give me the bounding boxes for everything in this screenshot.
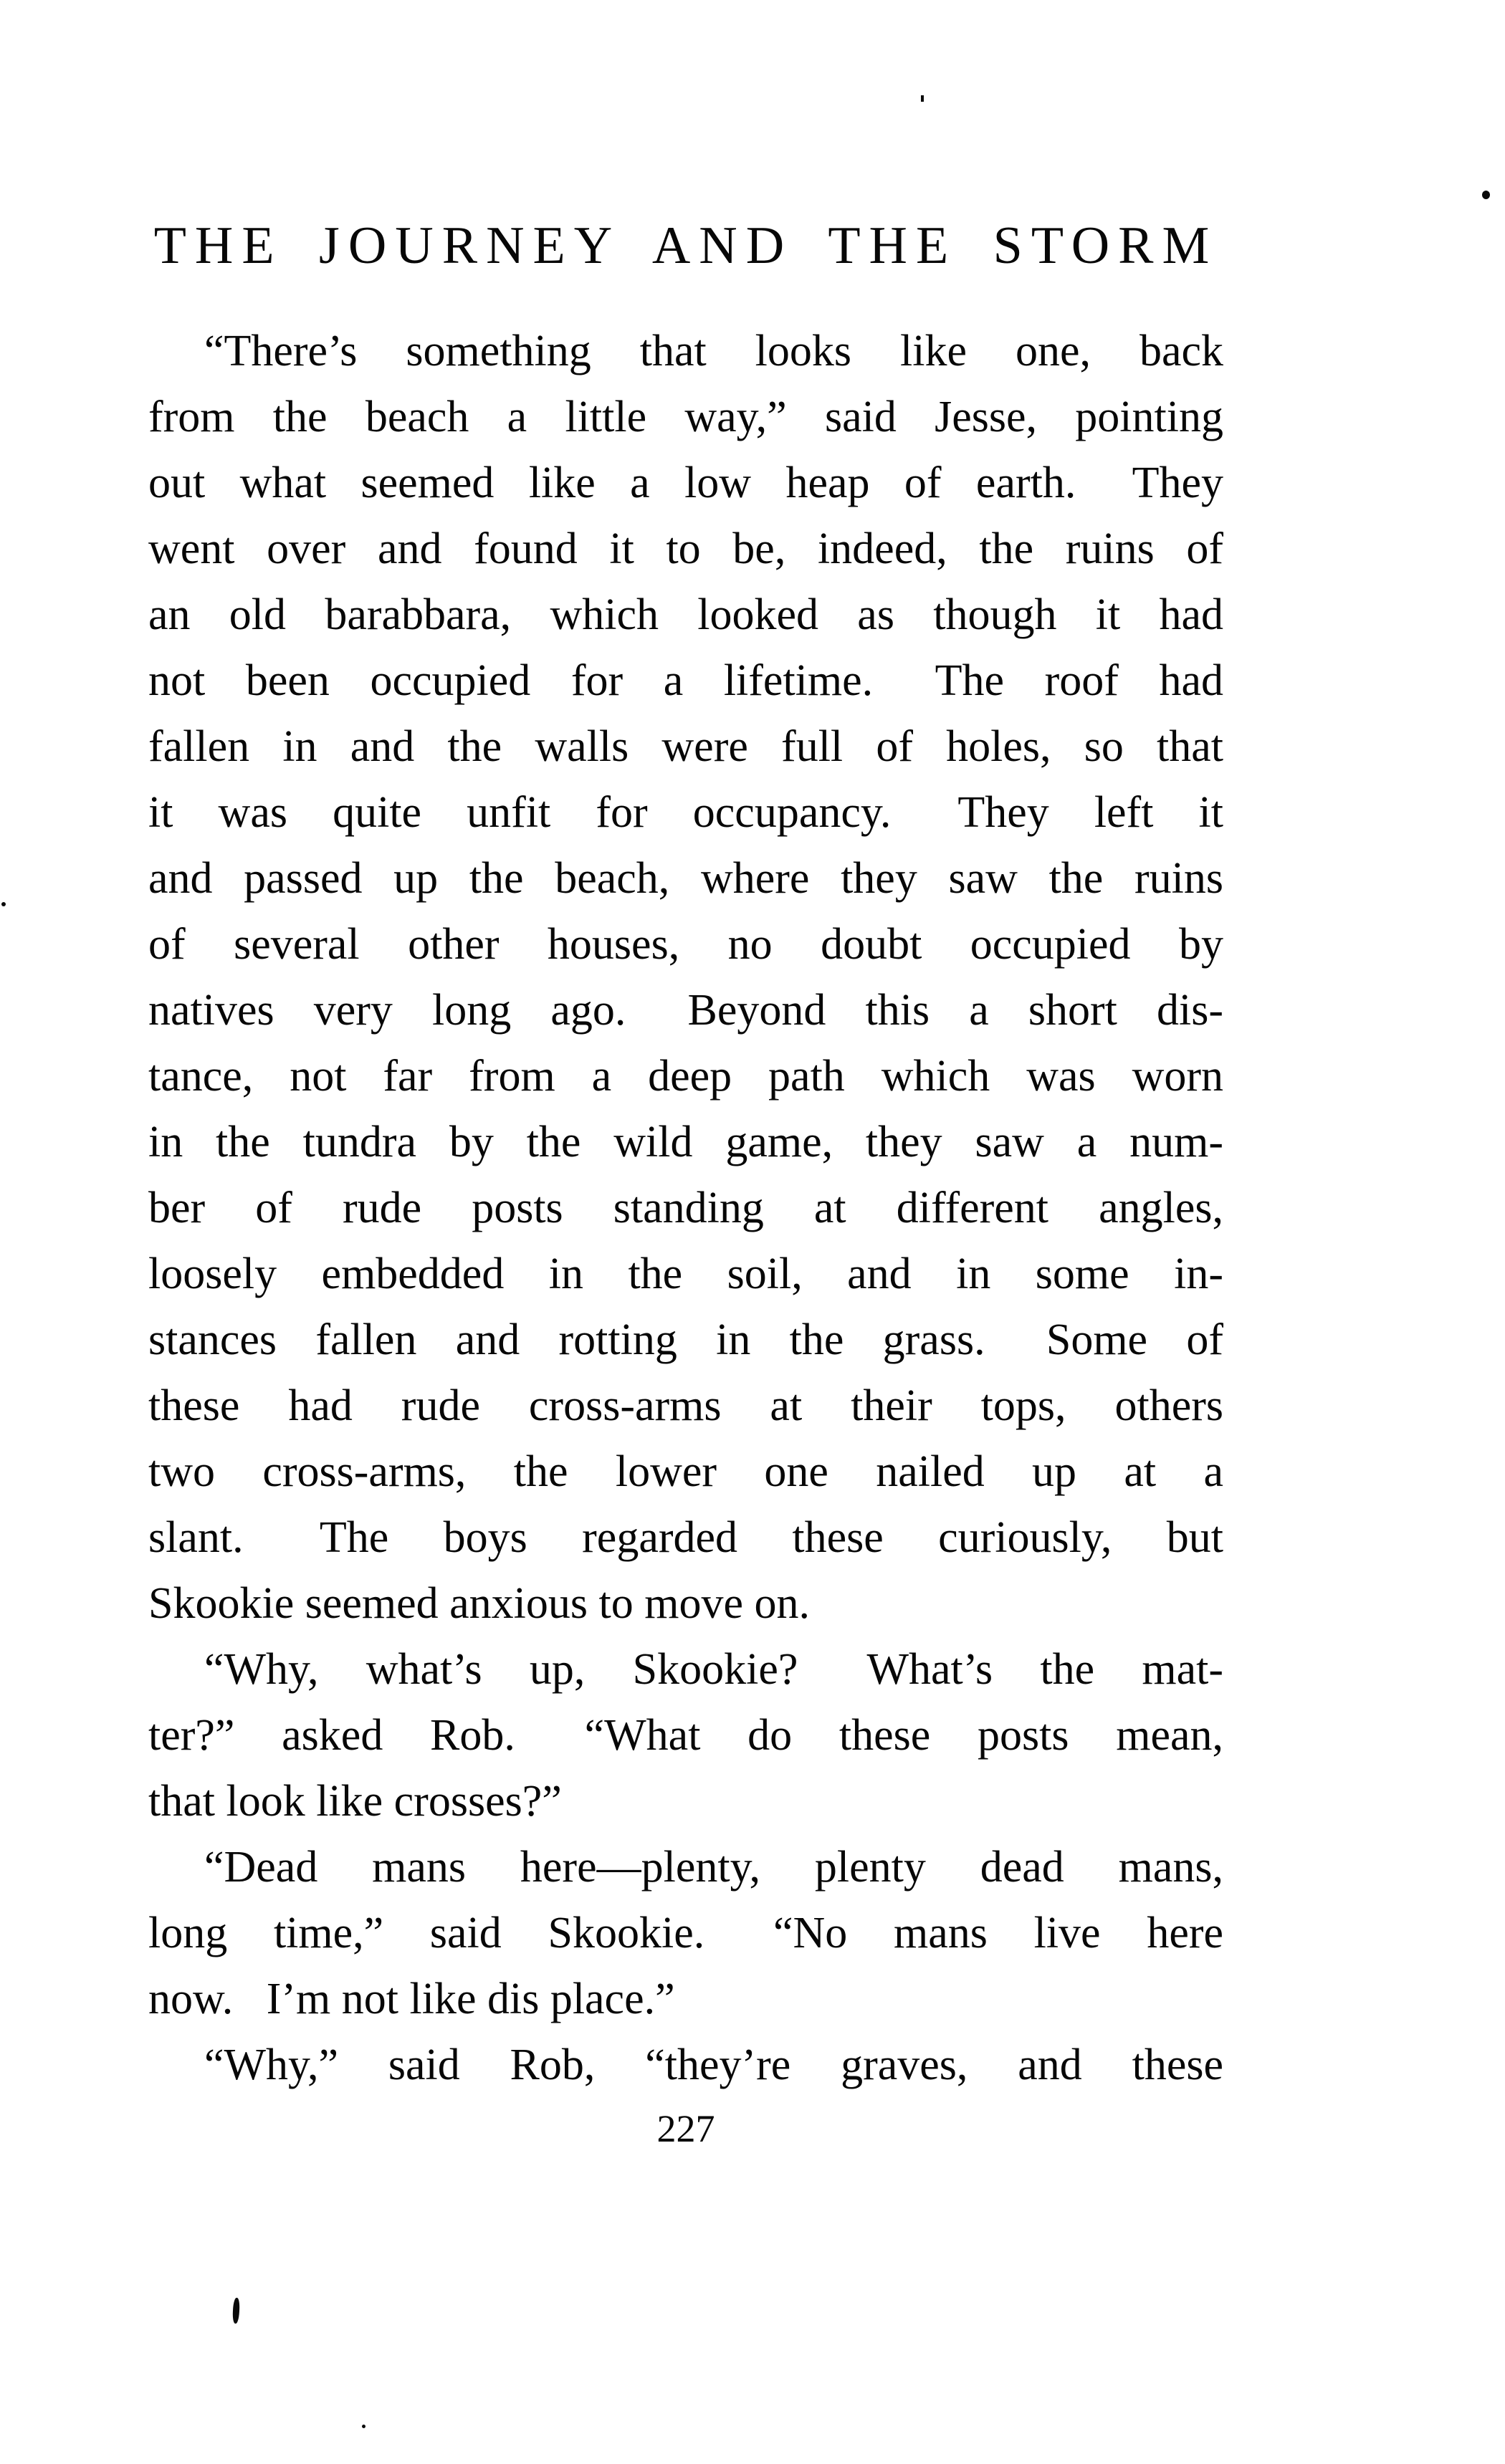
ink-speck xyxy=(1482,191,1490,199)
text-line: ber of rude posts standing at different angles, xyxy=(148,1184,1223,1232)
paragraph xyxy=(148,318,1223,1636)
ink-speck xyxy=(1,902,6,906)
text-line: now. I’m not like dis place.” xyxy=(148,1975,675,2023)
ink-speck xyxy=(921,95,924,102)
ink-speck xyxy=(362,2425,366,2428)
text-line: not been occupied for a lifetime. The roof had xyxy=(148,656,1223,705)
text-line: from the beach a little way,” said Jesse, pointing xyxy=(148,393,1223,441)
text-line: “Why, what’s up, Skookie? What’s the mat- xyxy=(204,1645,1223,1694)
ink-speck xyxy=(232,2298,240,2324)
text-line: slant. The boys regarded these curiously, but xyxy=(148,1513,1223,1562)
text-line: Skookie seemed anxious to move on. xyxy=(148,1579,810,1628)
text-line: it was quite unfit for occupancy. They left it xyxy=(148,788,1223,837)
paragraph xyxy=(148,1834,1223,2032)
text-line: these had rude cross-arms at their tops, others xyxy=(148,1381,1223,1430)
paragraph xyxy=(148,2032,1223,2098)
text-line: two cross-arms, the lower one nailed up at a xyxy=(148,1447,1223,1496)
text-line: natives very long ago. Beyond this a short dis- xyxy=(148,986,1223,1035)
text-line: out what seemed like a low heap of earth. They xyxy=(148,459,1223,507)
text-line: an old barabbara, which looked as though it had xyxy=(148,590,1223,639)
text-column xyxy=(148,0,1223,2148)
text-line: long time,” said Skookie. “No mans live here xyxy=(148,1909,1223,1957)
text-line: tance, not far from a deep path which was worn xyxy=(148,1052,1223,1101)
paragraph xyxy=(148,1636,1223,1834)
chapter-title: THE JOURNEY AND THE STORM xyxy=(153,216,1218,275)
text-line: “Dead mans here—plenty, plenty dead mans, xyxy=(204,1843,1223,1892)
text-line: “There’s something that looks like one, back xyxy=(204,327,1223,375)
text-line: “Why,” said Rob, “they’re graves, and these xyxy=(204,2041,1223,2089)
text-line: ter?” asked Rob. “What do these posts mean, xyxy=(148,1711,1223,1760)
text-line: that look like crosses?” xyxy=(148,1777,562,1826)
text-line: went over and found it to be, indeed, the ruins of xyxy=(148,524,1223,573)
page-number: 227 xyxy=(656,2107,715,2150)
text-line: stances fallen and rotting in the grass. Some of xyxy=(148,1315,1223,1364)
text-line: in the tundra by the wild game, they saw a num- xyxy=(148,1118,1223,1166)
text-line: loosely embedded in the soil, and in some in- xyxy=(148,1250,1223,1298)
text-line: of several other houses, no doubt occupied by xyxy=(148,920,1223,969)
text-line: and passed up the beach, where they saw the ruins xyxy=(148,854,1223,903)
text-line: fallen in and the walls were full of holes, so that xyxy=(148,722,1223,771)
body-text xyxy=(148,318,1223,2098)
